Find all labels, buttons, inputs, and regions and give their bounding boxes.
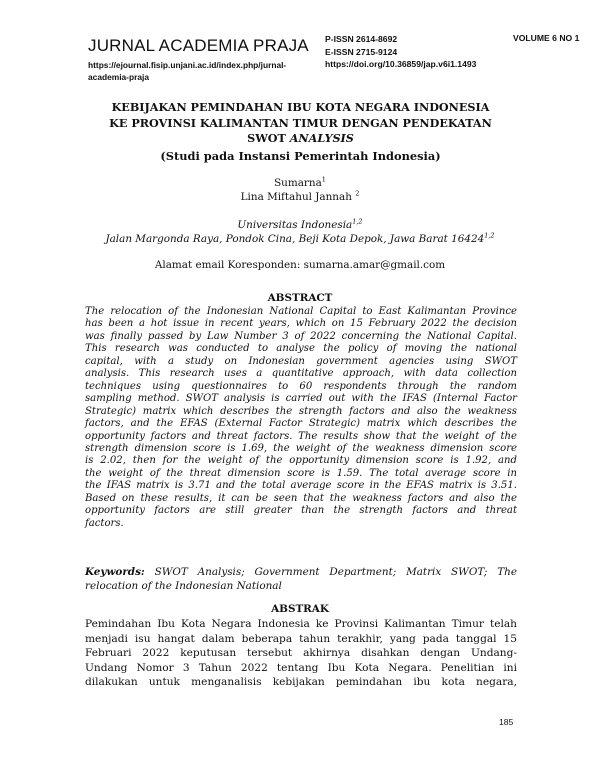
abstract-line: Based on these results, it can be seen that the weakness factors and also the xyxy=(85,492,517,504)
abstract-line: strength dimension score is 1.69, the weight of the weakness dimension score xyxy=(85,442,517,454)
abstrak-line: dilakukan untuk menganalisis kebijakan pemindahan ibu kota negara, xyxy=(85,676,517,689)
correspondence-email[interactable]: Alamat email Koresponden: sumarna.amar@gmail.com xyxy=(154,259,446,271)
abstract-line: capital, with a study on Indonesian government agencies using SWOT xyxy=(85,355,517,367)
abstract-line: The relocation of the Indonesian National Capital to East Kalimantan Province xyxy=(85,306,517,317)
affiliation-sup: 1,2 xyxy=(352,217,363,226)
article-subtitle: (Studi pada Instansi Pemerintah Indonesia) xyxy=(160,149,441,163)
e-issn: E-ISSN 2715-9124 xyxy=(325,46,398,57)
keywords-line-2: relocation of the Indonesian National xyxy=(85,579,282,592)
abstrak-line: Undang Nomor 3 Tahun 2022 tentang Ibu Kota Negara. Penelitian ini xyxy=(85,661,517,674)
title-line-3-prefix: SWOT xyxy=(247,131,290,145)
journal-url-line1: https://ejournal.fisip.unjani.ac.id/index.php/jurnal- xyxy=(88,60,287,70)
volume-label: VOLUME 6 NO 1 xyxy=(513,33,580,43)
abstract-line: factors. xyxy=(85,517,124,529)
author-2-name: Lina Miftahul Jannah xyxy=(240,191,356,203)
journal-url[interactable] xyxy=(88,60,318,83)
abstract-line: analysis. This research uses a quantitative approach, with data collection xyxy=(85,368,517,380)
title-line-2: KE PROVINSI KALIMANTAN TIMUR DENGAN PENDEKATAN xyxy=(109,115,492,130)
author-1-sup: 1 xyxy=(321,175,326,184)
page-number: 185 xyxy=(499,717,514,727)
author-1-name: Sumarna xyxy=(274,177,322,189)
abstract-line: sampling method. SWOT analysis is carried out with the IFAS (Internal Factor xyxy=(85,393,517,405)
abstract-line: the IFAS matrix is 3.71 and the total average score in the EFAS matrix is 3.51. xyxy=(85,480,517,492)
title-line-3-italic: ANALYSIS xyxy=(289,131,354,145)
address xyxy=(40,233,560,245)
abstract-line: factors, and the EFAS (External Factor Strategic) matrix which describes the xyxy=(85,418,517,430)
journal-title: JURNAL ACADEMIA PRAJA xyxy=(88,36,309,55)
abstrak-body xyxy=(85,617,517,690)
issn-block xyxy=(325,33,476,71)
abstract-body xyxy=(85,306,517,530)
keywords xyxy=(85,566,517,593)
title-line-1: KEBIJAKAN PEMINDAHAN IBU KOTA NEGARA INDONESIA xyxy=(111,100,490,114)
abstract-line: opportunity factors are still greater than the strength factors and threat xyxy=(85,505,517,517)
abstract-line: Strategic) matrix which describes the strength factors and also the weakness xyxy=(85,405,517,417)
abstrak-heading: ABSTRAK xyxy=(271,603,329,615)
author-2-sup: 2 xyxy=(355,189,360,198)
abstract-line: the weight of the threat dimension score is 1.59. The total average score in xyxy=(85,467,517,479)
journal-url-line2: academia-praja xyxy=(88,71,149,82)
abstract-line: was finally passed by Law Number 3 of 2022 concerning the National Capital. xyxy=(85,330,517,342)
abstrak-line: menjadi isu hangat dalam beberapa tahun terakhir, yang pada tanggal 15 xyxy=(85,632,517,645)
abstract-heading: ABSTRACT xyxy=(267,292,333,304)
abstrak-line: Pemindahan Ibu Kota Negara Indonesia ke Provinsi Kalimantan Timur telah xyxy=(85,618,517,630)
address-text: Jalan Margonda Raya, Pondok Cina, Beji Kota Depok, Jawa Barat 16424 xyxy=(105,233,485,245)
address-sup: 1,2 xyxy=(484,231,495,240)
abstract-line: techniques using questionnaires to 60 respondents through the random xyxy=(85,380,517,392)
abstract-line: is 2.02, then for the weight of the opportunity dimension score is 1.92, and xyxy=(85,455,517,467)
abstrak-line: Februari 2022 keputusan tersebut akhirnya disahkan dengan Undang- xyxy=(85,647,517,660)
abstract-line: opportunity factors and threat factors. The results show that the weight of the xyxy=(85,430,517,442)
author-1 xyxy=(40,177,560,189)
author-2 xyxy=(40,191,560,203)
keywords-line-1 xyxy=(85,566,517,580)
keywords-label: Keywords: xyxy=(85,566,145,578)
abstract-line: has been a hot issue in recent years, which on 15 February 2022 the decision xyxy=(85,318,517,330)
affiliation-name: Universitas Indonesia xyxy=(237,219,353,231)
article-title xyxy=(78,100,523,147)
keywords-text-1: SWOT Analysis; Government Department; Matrix SWOT; The xyxy=(144,566,517,578)
affiliation xyxy=(40,219,560,231)
title-line-3 xyxy=(78,131,523,147)
p-issn: P-ISSN 2614-8692 xyxy=(325,34,398,44)
abstract-line: This research was conducted to analyse the policy of moving the national xyxy=(85,343,517,355)
doi-link[interactable]: https://doi.org/10.36859/jap.v6i1.1493 xyxy=(325,59,477,69)
